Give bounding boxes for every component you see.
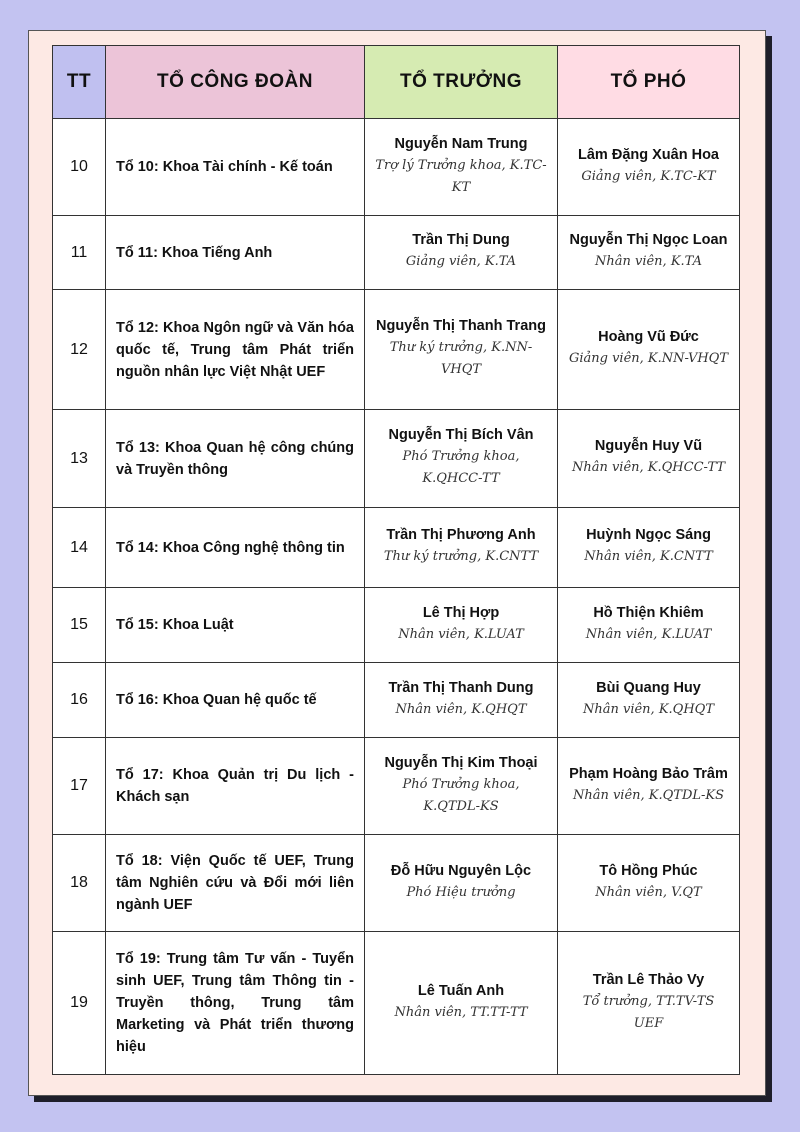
row-number: 10 [53,119,106,216]
leader-name: Trần Thị Thanh Dung [388,679,534,696]
union-group: Tổ 10: Khoa Tài chính - Kế toán [106,119,365,216]
row-number: 13 [53,410,106,508]
row-number: 18 [53,835,106,932]
deputy-role: Tổ trưởng, TT.TV-TS UEF [582,993,715,1031]
deputy-role: Nhân viên, K.LUAT [585,626,712,642]
document-card [28,30,766,1096]
deputy-name: Huỳnh Ngọc Sáng [586,527,711,543]
union-group: Tổ 17: Khoa Quản trị Du lịch - Khách sạn [106,738,365,835]
deputy-cell [558,663,740,738]
deputy-name: Nguyễn Thị Ngọc Loan [569,232,728,248]
row-number: 16 [53,663,106,738]
deputy-cell [558,835,740,932]
leader-role: Nhân viên, TT.TT-TT [394,1004,528,1020]
union-group: Tổ 18: Viện Quốc tế UEF, Trung tâm Nghiên cứu và Đổi mới liên ngành UEF [106,835,365,932]
deputy-name: Hoàng Vũ Đức [598,329,699,345]
table-row [53,216,740,290]
header-tt: TT [53,46,106,119]
leader-cell [365,588,558,663]
leader-role: Giảng viên, K.TA [405,254,517,269]
header-deputy: TỔ PHÓ [558,46,740,119]
deputy-role: Nhân viên, K.TA [594,254,703,269]
header-leader: TỔ TRƯỞNG [365,46,558,119]
union-group: Tổ 15: Khoa Luật [106,588,365,663]
leader-role: Thư ký trưởng, K.NN-VHQT [389,340,533,377]
leader-cell [365,216,558,290]
leader-cell [365,835,558,932]
deputy-cell [558,588,740,663]
leader-name: Lê Tuấn Anh [417,982,505,999]
table-header [53,46,740,119]
leader-role: Thư ký trưởng, K.CNTT [383,549,539,564]
table-row [53,290,740,410]
deputy-name: Nguyễn Huy Vũ [594,438,703,454]
deputy-name: Lâm Đặng Xuân Hoa [578,146,719,163]
leader-cell [365,290,558,410]
union-group: Tổ 11: Khoa Tiếng Anh [106,216,365,290]
deputy-role: Nhân viên, V.QT [595,884,702,900]
table-row [53,508,740,588]
row-number: 12 [53,290,106,410]
table-row [53,835,740,932]
deputy-cell [558,119,740,216]
deputy-role: Nhân viên, K.QHCC-TT [571,460,726,475]
deputy-role: Giảng viên, K.NN-VHQT [568,351,729,366]
deputy-cell [558,410,740,508]
leader-cell [365,738,558,835]
row-number: 14 [53,508,106,588]
leader-role: Phó Trưởng khoa, K.QHCC-TT [402,449,520,486]
deputy-name: Trần Lê Thảo Vy [592,971,705,988]
deputy-name: Bùi Quang Huy [596,679,701,696]
leader-name: Nguyễn Thị Bích Vân [388,427,534,443]
table-row [53,588,740,663]
union-group: Tổ 13: Khoa Quan hệ công chúng và Truyền thông [106,410,365,508]
leader-role: Phó Trưởng khoa, K.QTDL-KS [402,776,520,814]
header-unit: TỔ CÔNG ĐOÀN [106,46,365,119]
deputy-cell [558,216,740,290]
deputy-cell [558,290,740,410]
leader-role: Nhân viên, K.QHQT [395,701,527,717]
leader-name: Đỗ Hữu Nguyên Lộc [390,862,532,879]
union-groups-table [52,45,740,1075]
leader-cell [365,410,558,508]
deputy-name: Tô Hồng Phúc [599,862,698,879]
deputy-name: Phạm Hoàng Bảo Trâm [569,765,728,782]
union-group: Tổ 14: Khoa Công nghệ thông tin [106,508,365,588]
union-group: Tổ 16: Khoa Quan hệ quốc tế [106,663,365,738]
deputy-name: Hồ Thiện Khiêm [593,604,704,621]
leader-cell [365,663,558,738]
leader-name: Nguyễn Nam Trung [394,135,528,152]
table-row [53,932,740,1075]
row-number: 11 [53,216,106,290]
deputy-role: Nhân viên, K.CNTT [584,549,713,564]
leader-role: Phó Hiệu trưởng [406,884,516,900]
deputy-role: Nhân viên, K.QHQT [582,701,714,717]
leader-name: Trần Thị Phương Anh [386,527,536,543]
deputy-role: Nhân viên, K.QTDL-KS [572,787,725,803]
leader-name: Nguyễn Thị Thanh Trang [376,318,546,334]
leader-cell [365,508,558,588]
table-row [53,663,740,738]
deputy-cell [558,932,740,1075]
union-group: Tổ 12: Khoa Ngôn ngữ và Văn hóa quốc tế, Trung tâm Phát triển nguồn nhân lực Việt Nhật UEF [106,290,365,410]
deputy-cell [558,508,740,588]
row-number: 15 [53,588,106,663]
leader-role: Trợ lý Trưởng khoa, K.TC-KT [375,157,547,195]
row-number: 19 [53,932,106,1075]
table-row [53,738,740,835]
leader-role: Nhân viên, K.LUAT [398,626,524,642]
leader-name: Trần Thị Dung [412,232,510,248]
table-row [53,119,740,216]
deputy-cell [558,738,740,835]
leader-name: Lê Thị Hợp [422,604,500,621]
leader-cell [365,932,558,1075]
leader-cell [365,119,558,216]
row-number: 17 [53,738,106,835]
leader-name: Nguyễn Thị Kim Thoại [384,754,538,771]
deputy-role: Giảng viên, K.TC-KT [581,168,716,184]
union-group: Tổ 19: Trung tâm Tư vấn - Tuyển sinh UEF, Trung tâm Thông tin - Truyền thông, Trung tâm Marketing và Phát triển thương hiệu [106,932,365,1075]
table-row [53,410,740,508]
